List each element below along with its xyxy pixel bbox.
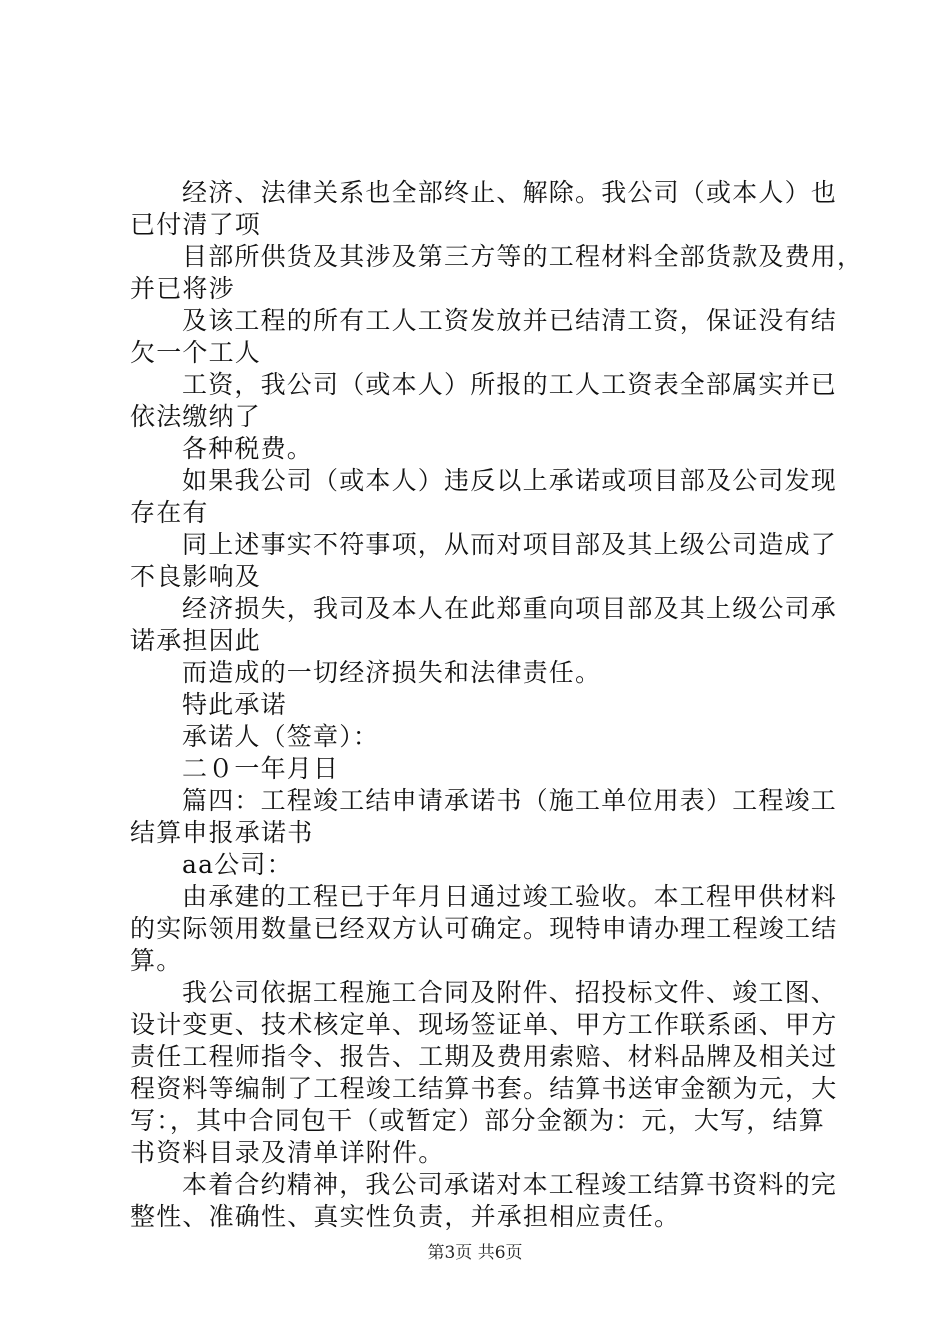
text-line: 各种税费。 xyxy=(182,434,314,463)
text-line: 经济、法律关系也全部终止、解除。我公司（或本人）也 xyxy=(182,178,838,207)
text-line: 不良影响及 xyxy=(130,562,262,591)
section-heading: 篇四：工程竣工结申请承诺书（施工单位用表）工程竣工 xyxy=(182,786,838,815)
text-line: 及该工程的所有工人工资发放并已结清工资，保证没有结 xyxy=(182,306,838,335)
text-line: 同上述事实不符事项，从而对项目部及其上级公司造成了 xyxy=(182,530,838,559)
text-line: 由承建的工程已于年月日通过竣工验收。本工程甲供材料 xyxy=(182,882,838,911)
text-line: 设计变更、技术核定单、现场签证单、甲方工作联系函、甲方 xyxy=(130,1010,838,1039)
text-line: 二０一年月日 xyxy=(182,754,340,783)
text-line: 并已将涉 xyxy=(130,274,235,303)
text-line: 程资料等编制了工程竣工结算书套。结算书送审金额为元，大 xyxy=(130,1074,838,1103)
text-line: 已付清了项 xyxy=(130,210,262,239)
text-line: 而造成的一切经济损失和法律责任。 xyxy=(182,658,602,687)
text-line: 写：，其中合同包干（或暂定）部分金额为：元，大写，结算 xyxy=(130,1106,825,1135)
text-line: 如果我公司（或本人）违反以上承诺或项目部及公司发现 xyxy=(182,466,838,495)
text-line: 承诺人（签章）： xyxy=(182,722,380,751)
text-line: 经济损失，我司及本人在此郑重向项目部及其上级公司承 xyxy=(182,594,838,623)
text-line: 本着合约精神，我公司承诺对本工程竣工结算书资料的完 xyxy=(182,1170,838,1199)
section-heading-cont: 结算申报承诺书 xyxy=(130,818,314,847)
text-line: 存在有 xyxy=(130,498,209,527)
text-line: 目部所供货及其涉及第三方等的工程材料全部货款及费用， xyxy=(182,242,864,271)
text-line: 工资，我公司（或本人）所报的工人工资表全部属实并已 xyxy=(182,370,838,399)
text-line: 算。 xyxy=(130,946,183,975)
text-line: 责任工程师指令、报告、工期及费用索赔、材料品牌及相关过 xyxy=(130,1042,838,1071)
text-line: 特此承诺 xyxy=(182,690,287,719)
addressee: aa公司： xyxy=(182,850,293,879)
text-line: 书资料目录及清单详附件。 xyxy=(130,1138,445,1167)
text-line: 欠一个工人 xyxy=(130,338,262,367)
text-line: 诺承担因此 xyxy=(130,626,262,655)
text-line: 的实际领用数量已经双方认可确定。现特申请办理工程竣工结 xyxy=(130,914,838,943)
text-line: 我公司依据工程施工合同及附件、招投标文件、竣工图、 xyxy=(182,978,838,1007)
text-line: 整性、准确性、真实性负责，并承担相应责任。 xyxy=(130,1202,681,1231)
text-line: 依法缴纳了 xyxy=(130,402,262,431)
page-footer: 第3页 共6页 xyxy=(427,1243,523,1263)
